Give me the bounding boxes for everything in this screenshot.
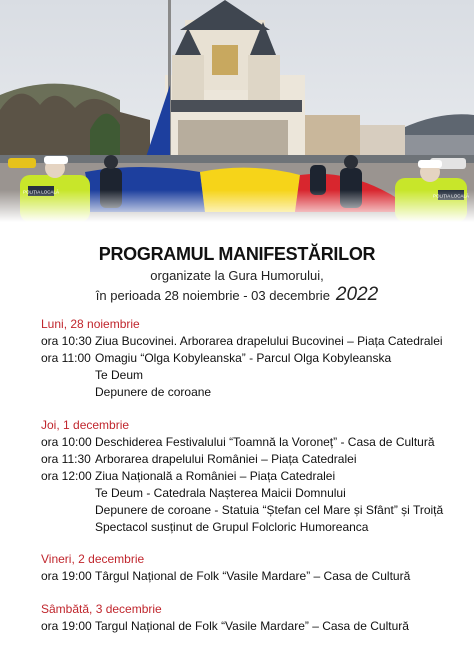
entry-text: Omagiu “Olga Kobyleanska” - Parcul Olga Kobyleanska xyxy=(95,351,392,365)
subtitle-dates: în perioada 28 noiembrie - 03 decembrie xyxy=(95,288,330,303)
schedule-entry xyxy=(41,452,356,466)
entry-time: ora 11:30 xyxy=(41,452,91,466)
entry-time: ora 10:00 xyxy=(41,435,92,449)
entry-continuation: Spectacol susținut de Grupul Folcloric Humoreanca xyxy=(95,520,369,534)
entry-text: Targul Național de Folk “Vasile Mardare” – Casa de Cultură xyxy=(95,619,409,633)
entry-text: Ziua Bucovinei. Arborarea drapelului Bucovinei – Piața Catedralei xyxy=(95,334,443,348)
page-title: PROGRAMUL MANIFESTĂRILOR xyxy=(98,244,376,264)
header-photo xyxy=(0,0,474,222)
entry-time: ora 19:00 xyxy=(41,619,92,633)
entry-continuation: Depunere de coroane xyxy=(95,385,212,399)
schedule-entry xyxy=(41,619,409,633)
day-heading: Joi, 1 decembrie xyxy=(41,418,130,432)
entry-text: Deschiderea Festivalului “Toamnă la Voroneț” - Casa de Cultură xyxy=(95,435,435,449)
schedule-entry xyxy=(41,469,335,483)
entry-time: ora 12:00 xyxy=(41,469,92,483)
day-heading: Vineri, 2 decembrie xyxy=(41,552,145,566)
year: 2022 xyxy=(335,284,379,305)
schedule-entry xyxy=(41,435,435,449)
entry-text: Ziua Națională a României – Piața Catedralei xyxy=(95,469,336,483)
entry-continuation: Depunere de coroane - Statuia “Ștefan cel Mare și Sfânt” și Troiță xyxy=(95,503,444,517)
schedule-entry xyxy=(41,334,443,348)
entry-time: ora 19:00 xyxy=(41,569,92,583)
entry-continuation: Te Deum - Catedrala Nașterea Maicii Domnului xyxy=(95,486,346,500)
entry-continuation: Te Deum xyxy=(95,368,144,382)
day-heading: Sâmbătă, 3 decembrie xyxy=(41,602,162,616)
subtitle-line-2 xyxy=(0,284,474,306)
entry-time: ora 10:30 xyxy=(41,334,92,348)
schedule-entry xyxy=(41,351,391,365)
schedule-entry xyxy=(41,569,410,583)
entry-text: Arborarea drapelului României – Piața Catedralei xyxy=(95,452,357,466)
program-header xyxy=(0,244,474,306)
entry-text: Târgul Național de Folk “Vasile Mardare” – Casa de Cultură xyxy=(95,569,411,583)
subtitle-line-1: organizate la Gura Humorului, xyxy=(150,268,324,283)
entry-time: ora 11:00 xyxy=(41,351,91,365)
day-heading: Luni, 28 noiembrie xyxy=(41,317,140,331)
